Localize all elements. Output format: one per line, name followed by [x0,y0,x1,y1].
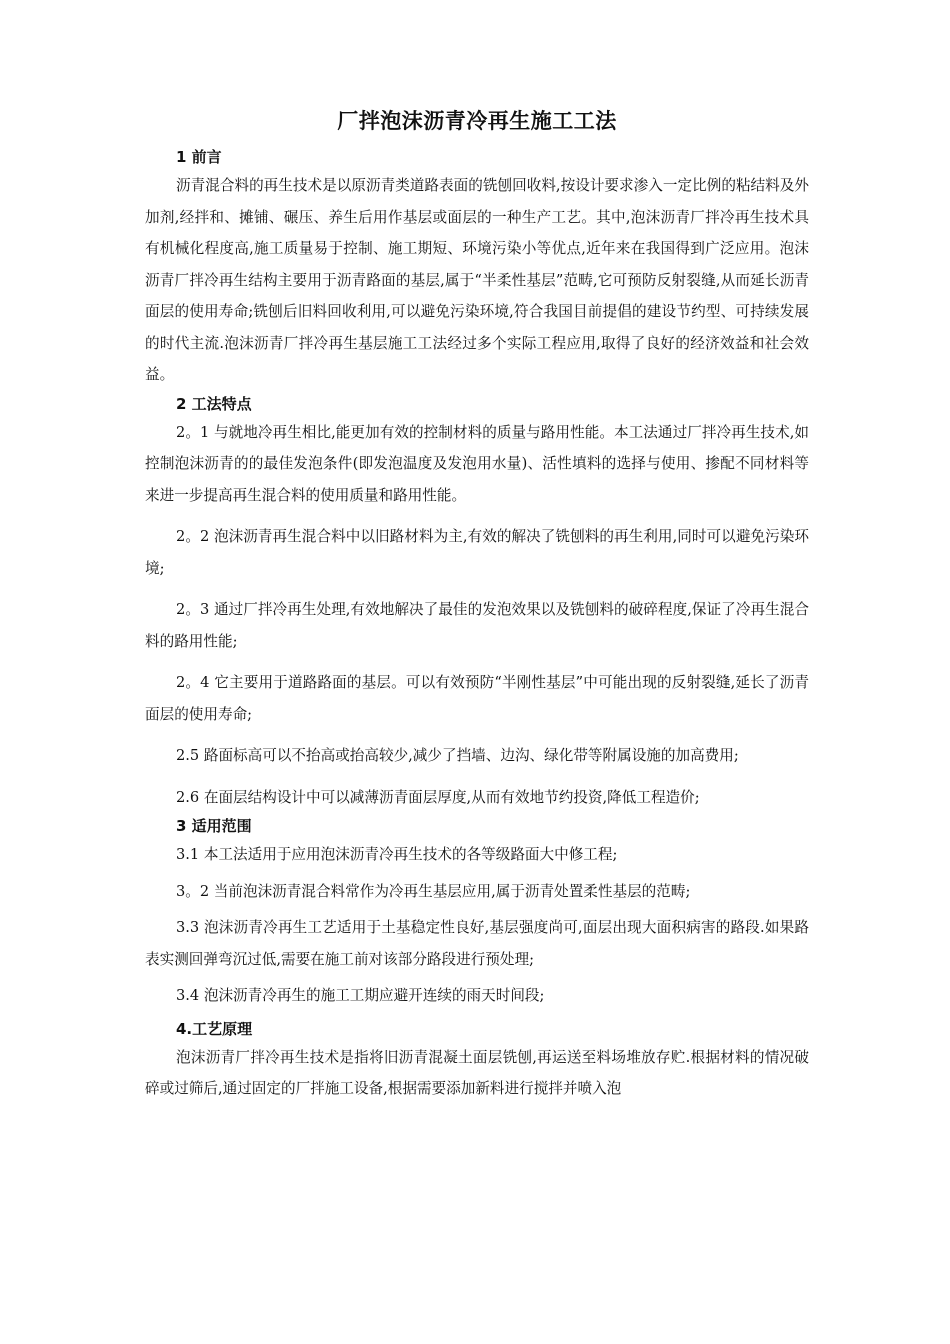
document-title: 厂拌泡沫沥青冷再生施工工法 [337,109,617,133]
document-body [145,104,809,1105]
section-2-item-2-2: 2。2 泡沫沥青再生混合料中以旧路材料为主,有效的解决了铣刨料的再生利用,同时可以避免污染环境; [145,528,809,577]
section-4-paragraph: 泡沫沥青厂拌冷再生技术是指将旧沥青混凝土面层铣刨,再运送至料场堆放存贮.根据材料的情况破碎或过筛后,通过固定的厂拌施工设备,根据需要添加新料进行搅拌并喷入泡 [145,1048,809,1097]
section-2-item-2-3: 2。3 通过厂拌冷再生处理,有效地解决了最佳的发泡效果以及铣刨料的破碎程度,保证了冷再生混合料的路用性能; [145,601,809,650]
section-2-item-2-4: 2。4 它主要用于道路路面的基层。可以有效预防“半刚性基层”中可能出现的反射裂缝,延长了沥青面层的使用寿命; [145,674,809,723]
section-2-item-2-5: 2.5 路面标高可以不抬高或抬高较少,减少了挡墙、边沟、绿化带等附属设施的加高费用; [176,747,739,764]
section-heading-preface: 1 前言 [176,148,222,166]
section-3-item-3-3: 3.3 泡沫沥青冷再生工艺适用于土基稳定性良好,基层强度尚可,面层出现大面积病害的路段.如果路表实测回弹弯沉过低,需要在施工前对该部分路段进行预处理; [145,919,809,968]
section-1-paragraph: 沥青混合料的再生技术是以原沥青类道路表面的铣刨回收料,按设计要求渗入一定比例的粘结料及外加剂,经拌和、摊铺、碾压、养生后用作基层或面层的一种生产工艺。其中,泡沫沥青厂拌冷再生技术具有机械化程度高,施工质量易于控制、施工期短、环境污染小等优点,近年来在我国得到广泛应用。泡沫沥青厂拌冷再生结构主要用于沥青路面的基层,属于“半柔性基层”范畴,它可预防反射裂缝,从而延长沥青面层的使用寿命;铣刨后旧料回收利用,可以避免污染环境,符合我国目前提倡的建设节约型、可持续发展的时代主流.泡沫沥青厂拌冷再生基层施工工法经过多个实际工程应用,取得了良好的经济效益和社会效益。 [145,177,809,383]
section-2-item-2-6: 2.6 在面层结构设计中可以减薄沥青面层厚度,从而有效地节约投资,降低工程造价; [176,788,700,806]
section-heading-features: 2 工法特点 [176,394,252,413]
section-2-item-2-1: 2。1 与就地冷再生相比,能更加有效的控制材料的质量与路用性能。本工法通过厂拌冷再生技术,如控制泡沫沥青的的最佳发泡条件(即发泡温度及发泡用水量)、活性填料的选择与使用、掺配不同材料等来进一步提高再生混合料的使用质量和路用性能。 [145,423,809,504]
section-3-item-3-4: 3.4 泡沫沥青冷再生的施工工期应避开连续的雨天时间段; [176,987,545,1004]
section-heading-principle: 4.工艺原理 [176,1019,253,1038]
section-3-item-3-1: 3.1 本工法适用于应用泡沫沥青冷再生技术的各等级路面大中修工程; [176,846,618,863]
section-heading-scope: 3 适用范围 [176,817,252,835]
section-3-item-3-2: 3。2 当前泡沫沥青混合料常作为冷再生基层应用,属于沥青处置柔性基层的范畴; [176,882,691,900]
